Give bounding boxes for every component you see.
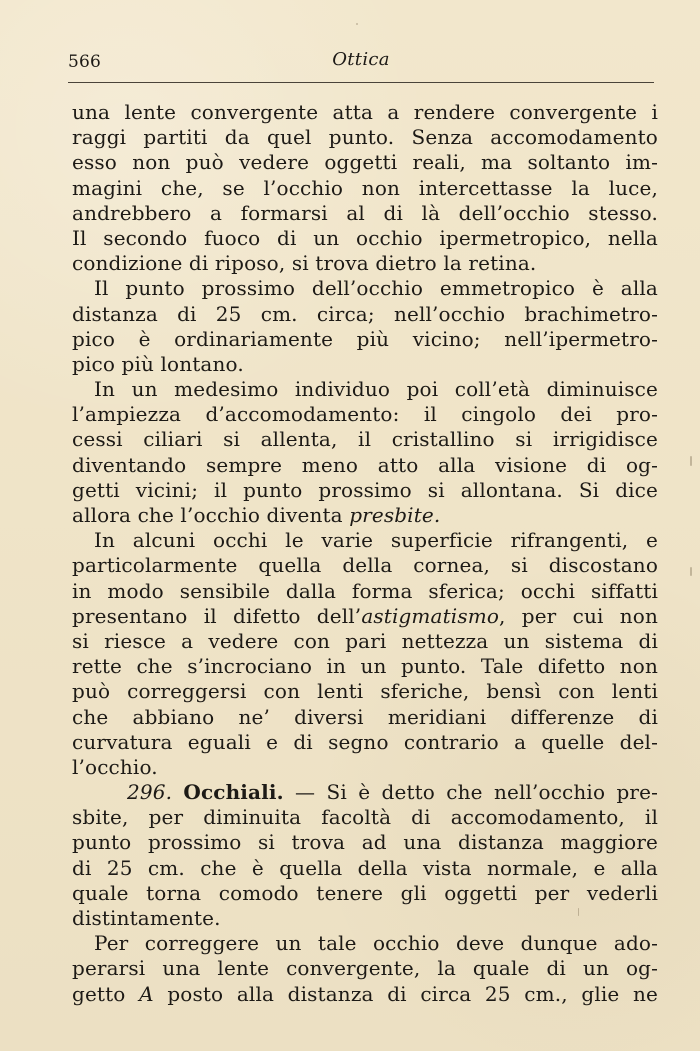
header-rule bbox=[68, 82, 654, 83]
text-line: l’ampiezza d’accomodamento: il cingolo dei pro- bbox=[72, 402, 658, 427]
text-fragment: posto alla distanza di circa 25 cm., glie ne bbox=[153, 981, 658, 1006]
text-line: curvatura eguali e di segno contrario a quelle del- bbox=[72, 729, 658, 754]
text-line: sbite, per diminuita facoltà di accomodamento, il bbox=[72, 805, 658, 830]
page-number: 566 bbox=[68, 52, 102, 72]
text-fragment: , per cui non bbox=[499, 603, 658, 628]
text-line: In un medesimo individuo poi coll’età diminuisce bbox=[94, 377, 658, 402]
text-fragment: presentano il difetto dell’ bbox=[72, 603, 362, 628]
text-line: getti vicini; il punto prossimo si allontana. Si dice bbox=[72, 477, 658, 502]
text-line: punto prossimo si trova ad una distanza maggiore bbox=[72, 830, 658, 855]
text-line: condizione di riposo, si trova dietro la retina. bbox=[72, 251, 537, 276]
text-line: magini che, se l’occhio non intercettasse la luce, bbox=[72, 175, 658, 200]
paper-speck bbox=[356, 23, 358, 25]
text-line: esso non può vedere oggetti reali, ma soltanto im- bbox=[72, 150, 658, 175]
page-header bbox=[68, 48, 654, 78]
text-line: pico è ordinariamente più vicino; nell’ipermetro- bbox=[72, 326, 658, 351]
text-line bbox=[72, 604, 658, 629]
text-line bbox=[72, 503, 658, 528]
text-line: perarsi una lente convergente, la quale di un og- bbox=[72, 956, 658, 981]
text-line: si riesce a vedere con pari nettezza un sistema di bbox=[72, 628, 658, 653]
text-line: Il secondo fuoco di un occhio ipermetropico, nella bbox=[72, 225, 658, 250]
italic-symbol: A bbox=[139, 981, 154, 1006]
running-title: Ottica bbox=[332, 49, 390, 70]
text-line: Per correggere un tale occhio deve dunque ado- bbox=[94, 931, 658, 956]
text-line: di 25 cm. che è quella della vista normale, e alla bbox=[72, 855, 658, 880]
paper-speck bbox=[690, 567, 692, 576]
text-line: distanza di 25 cm. circa; nell’occhio brachimetro- bbox=[72, 301, 658, 326]
text-line: rette che s’incrociano in un punto. Tale difetto non bbox=[72, 654, 658, 679]
italic-term: astigmatismo bbox=[361, 603, 500, 628]
section-number: 296. bbox=[127, 780, 173, 805]
text-line: cessi ciliari si allenta, il cristallino si irrigidisce bbox=[72, 427, 658, 452]
text-line: particolarmente quella della cornea, si discostano bbox=[72, 553, 658, 578]
paper-speck bbox=[690, 456, 692, 466]
text-line: Il punto prossimo dell’occhio emmetropico è alla bbox=[94, 276, 658, 301]
text-line: raggi partiti da quel punto. Senza accomodamento bbox=[72, 125, 658, 150]
text-line: può correggersi con lenti sferiche, bensì con lenti bbox=[72, 679, 658, 704]
text-fragment: getto bbox=[72, 981, 140, 1006]
text-line: diventando sempre meno atto alla visione di og- bbox=[72, 452, 658, 477]
body-text bbox=[72, 100, 658, 1007]
text-line: distintamente. bbox=[72, 906, 221, 930]
text-line bbox=[72, 982, 658, 1007]
text-fragment: — Si è detto che nell’occhio pre- bbox=[283, 780, 658, 805]
section-heading: Occhiali. bbox=[183, 780, 284, 805]
italic-term: presbite. bbox=[349, 503, 441, 527]
text-line: andrebbero a formarsi al di là dell’occhio stesso. bbox=[72, 200, 658, 225]
text-fragment: allora che l’occhio diventa bbox=[72, 503, 350, 527]
text-line: In alcuni occhi le varie superficie rifrangenti, e bbox=[94, 528, 658, 553]
text-line: che abbiano ne’ diversi meridiani differenze di bbox=[72, 704, 658, 729]
text-line: l’occhio. bbox=[72, 754, 158, 779]
text-line: pico più lontano. bbox=[72, 351, 244, 376]
text-line: quale torna comodo tenere gli oggetti per vederli bbox=[72, 880, 658, 905]
section-heading-line bbox=[72, 780, 658, 805]
text-line: in modo sensibile dalla forma sferica; occhi siffatti bbox=[72, 578, 658, 603]
text-line: una lente convergente atta a rendere convergente i bbox=[72, 100, 658, 124]
